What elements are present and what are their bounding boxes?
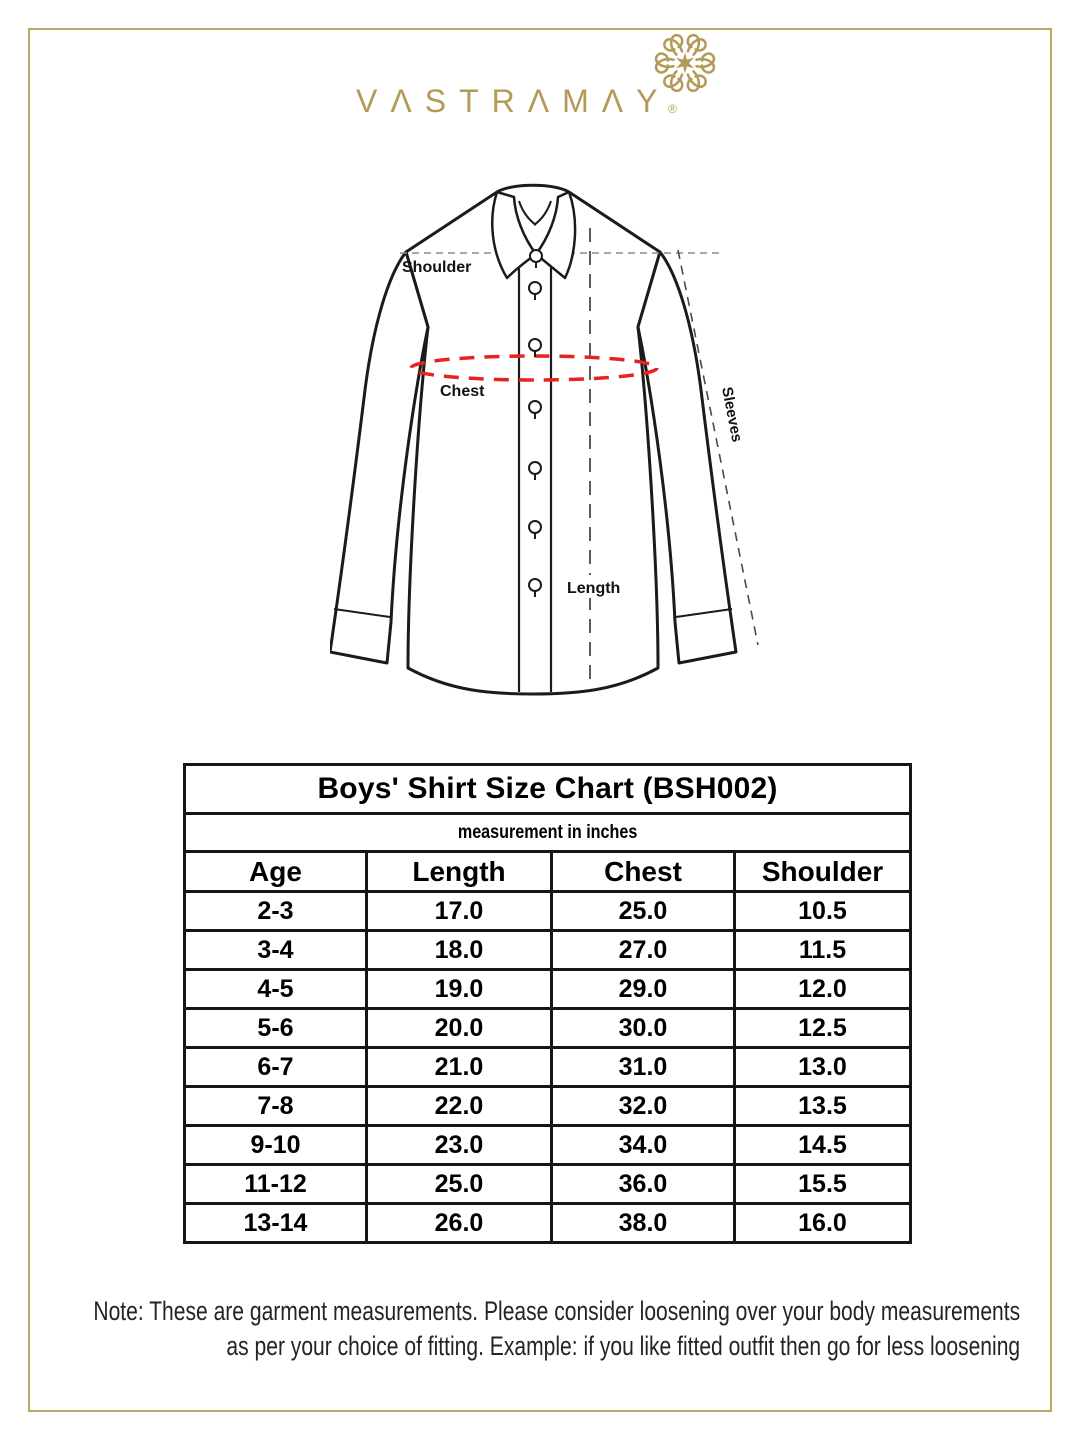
size-chart-subtitle: measurement in inches <box>457 821 638 843</box>
chest-cell: 25.0 <box>552 892 735 931</box>
table-row <box>185 1087 911 1126</box>
length-cell: 20.0 <box>367 1009 552 1048</box>
column-header-chest: Chest <box>552 852 735 892</box>
age-cell: 13-14 <box>185 1204 367 1243</box>
shoulder-cell: 13.0 <box>735 1048 911 1087</box>
chest-cell: 30.0 <box>552 1009 735 1048</box>
table-subtitle-row <box>185 814 911 852</box>
length-cell: 23.0 <box>367 1126 552 1165</box>
registered-trademark-symbol: ® <box>668 102 677 116</box>
measurement-note <box>0 1294 1020 1364</box>
chest-cell: 31.0 <box>552 1048 735 1087</box>
shirt-measurement-diagram <box>330 175 780 755</box>
table-row <box>185 1009 911 1048</box>
shoulder-cell: 11.5 <box>735 931 911 970</box>
size-chart-table <box>183 763 912 1244</box>
shoulder-cell: 12.5 <box>735 1009 911 1048</box>
table-row <box>185 1126 911 1165</box>
table-row <box>185 931 911 970</box>
shoulder-cell: 12.0 <box>735 970 911 1009</box>
length-cell: 26.0 <box>367 1204 552 1243</box>
table-row <box>185 1048 911 1087</box>
age-cell: 7-8 <box>185 1087 367 1126</box>
note-line-2: as per your choice of fitting. Example: if you like fitted outfit then go for less loosening <box>226 1331 1020 1361</box>
shoulder-measure-label: Shoulder <box>402 259 472 276</box>
table-header-row <box>185 852 911 892</box>
brand-emblem-icon <box>654 32 716 94</box>
note-line-1: Note: These are garment measurements. Please consider loosening over your body measurements <box>93 1296 1020 1326</box>
age-cell: 5-6 <box>185 1009 367 1048</box>
shoulder-cell: 10.5 <box>735 892 911 931</box>
chest-cell: 27.0 <box>552 931 735 970</box>
length-cell: 17.0 <box>367 892 552 931</box>
column-header-shoulder: Shoulder <box>735 852 911 892</box>
length-measure-label: Length <box>567 580 621 597</box>
length-cell: 18.0 <box>367 931 552 970</box>
brand-wordmark: VΛSTRΛMΛY <box>356 83 671 119</box>
age-cell: 2-3 <box>185 892 367 931</box>
age-cell: 11-12 <box>185 1165 367 1204</box>
table-title-row <box>185 765 911 814</box>
shoulder-cell: 14.5 <box>735 1126 911 1165</box>
length-cell: 22.0 <box>367 1087 552 1126</box>
age-cell: 9-10 <box>185 1126 367 1165</box>
table-row <box>185 1165 911 1204</box>
column-header-age: Age <box>185 852 367 892</box>
column-header-length: Length <box>367 852 552 892</box>
chest-cell: 32.0 <box>552 1087 735 1126</box>
table-row <box>185 1204 911 1243</box>
age-cell: 4-5 <box>185 970 367 1009</box>
table-row <box>185 892 911 931</box>
chest-cell: 34.0 <box>552 1126 735 1165</box>
size-chart-title: Boys' Shirt Size Chart (BSH002) <box>185 765 911 814</box>
length-cell: 25.0 <box>367 1165 552 1204</box>
chest-measure-label: Chest <box>440 383 485 400</box>
length-cell: 19.0 <box>367 970 552 1009</box>
shoulder-cell: 16.0 <box>735 1204 911 1243</box>
sleeves-measure-label: Sleeves <box>718 385 746 444</box>
shoulder-cell: 15.5 <box>735 1165 911 1204</box>
length-cell: 21.0 <box>367 1048 552 1087</box>
age-cell: 6-7 <box>185 1048 367 1087</box>
chest-cell: 36.0 <box>552 1165 735 1204</box>
chest-cell: 29.0 <box>552 970 735 1009</box>
table-row <box>185 970 911 1009</box>
shoulder-cell: 13.5 <box>735 1087 911 1126</box>
chest-cell: 38.0 <box>552 1204 735 1243</box>
age-cell: 3-4 <box>185 931 367 970</box>
